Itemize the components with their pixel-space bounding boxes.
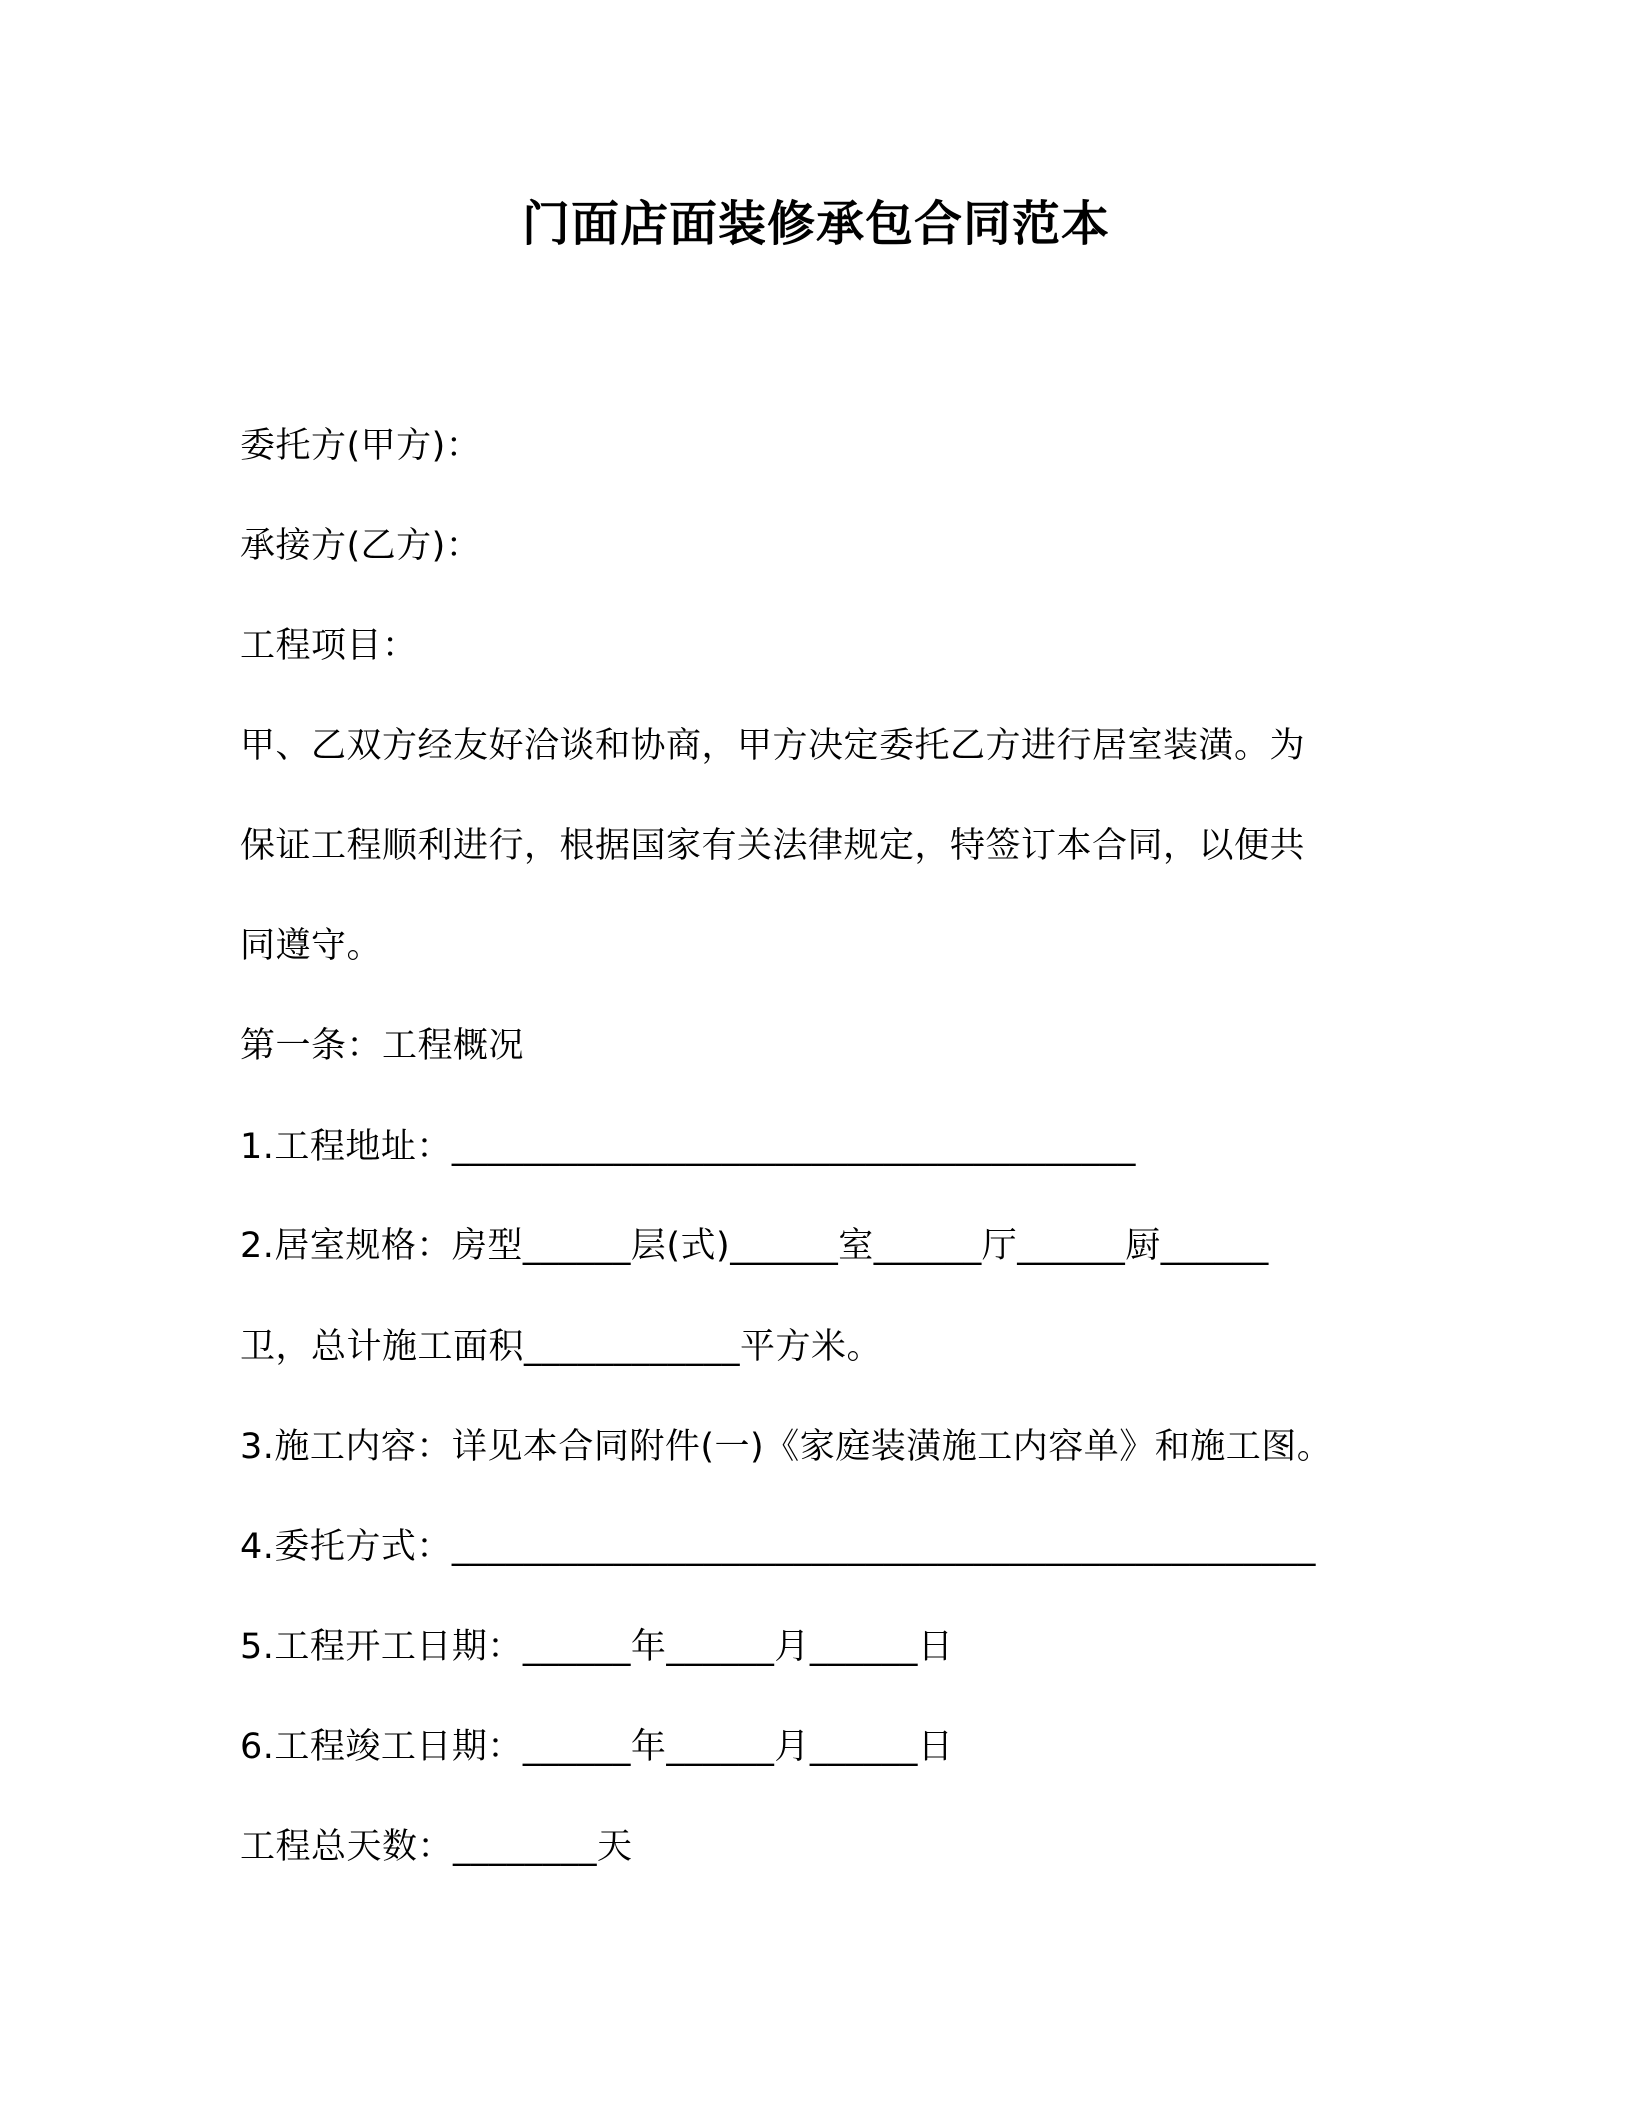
article-1-heading: 第一条：工程概况	[240, 1026, 525, 1066]
document-title: 门面店面装修承包合同范本	[521, 196, 1110, 252]
item-commission-method: 4.委托方式：________________________________________________	[240, 1527, 1316, 1567]
intro-paragraph-line-3: 同遵守。	[240, 926, 383, 966]
party-a-line: 委托方(甲方)：	[240, 426, 482, 466]
item-completion-date: 6.工程竣工日期：______年______月______日	[240, 1727, 954, 1767]
party-b-line: 承接方(乙方)：	[240, 526, 482, 566]
item-room-spec-line-1: 2.居室规格：房型______层(式)______室______厅______厨______	[240, 1226, 1269, 1266]
item-content: 3.施工内容：详见本合同附件(一)《家庭装潢施工内容单》和施工图。	[240, 1427, 1333, 1467]
item-total-days: 工程总天数：________天	[240, 1827, 633, 1867]
item-room-spec-line-2: 卫，总计施工面积____________平方米。	[240, 1327, 883, 1367]
item-start-date: 5.工程开工日期：______年______月______日	[240, 1627, 954, 1667]
project-line: 工程项目：	[240, 626, 418, 666]
item-address: 1.工程地址：______________________________________	[240, 1127, 1136, 1167]
intro-paragraph-line-2: 保证工程顺利进行，根据国家有关法律规定，特签订本合同，以便共	[240, 826, 1306, 866]
intro-paragraph-line-1: 甲、乙双方经友好洽谈和协商，甲方决定委托乙方进行居室装潢。为	[240, 726, 1306, 766]
